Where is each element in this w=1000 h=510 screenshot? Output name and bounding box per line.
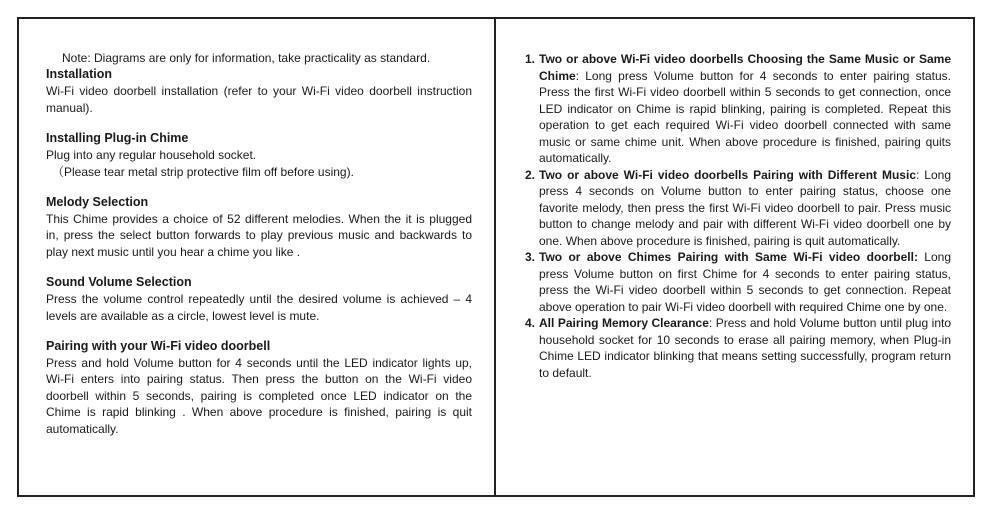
list-item [525,249,951,315]
step-heading: All Pairing Memory Clearance [539,316,709,330]
step-heading: Two or above Chimes Pairing with Same Wi-Fi video doorbell: [539,250,918,264]
right-column [525,51,951,381]
section-text: （Please tear metal strip protective film off before using). [52,164,354,179]
section-installing-plug-in-chime [46,130,472,180]
pairing-steps-list [525,51,951,381]
step-text: : Long press Volume button for 4 seconds to enter pairing status. Press the first Wi-Fi video doorbell within 5 seconds to get connection, once LED indicator on Chime is rapid blinking, pairing is completed. Repeat this operation to get each required Wi-Fi video doorbell connected with same music or same chime unit. When above procedure is finished, pairing quits automatically. [539,68,951,165]
list-item [525,51,951,167]
section-text: Plug into any regular household socket. [46,148,257,163]
section-sound-volume-selection [46,274,472,324]
section-text: Press and hold Volume button for 4 seconds until the LED indicator lights up, Wi-Fi enters into pairing status. Then press the button on the Wi-Fi video doorbell within 5 seconds, pairing is completed once LED indicator on the Chime is rapid blinking . When above procedure is finished, pairing is quit automatically. [46,356,472,436]
step-heading: Two or above Wi-Fi video doorbells Pairing with Different Music [539,167,916,182]
section-text: Wi-Fi video doorbell installation (refer to your Wi-Fi video doorbell instruction manual). [46,84,472,115]
column-divider [494,17,496,497]
section-pairing [46,338,472,437]
section-title: Melody Selection [46,195,149,210]
step-number: 3. [525,250,536,264]
list-item [525,315,951,381]
list-item [525,167,951,250]
left-column [46,50,472,451]
section-title: Installation [46,67,112,82]
step-number: 4. [525,316,536,330]
section-melody-selection [46,194,472,260]
step-text: Long press Volume button on first Chime for 4 seconds to enter pairing status, press the Wi-Fi video doorbell within 5 seconds to get connection. Repeat above operation to pair Wi-Fi video doorbell with required Chime one by one. [539,250,952,314]
section-title: Sound Volume Selection [46,275,192,290]
section-text: This Chime provides a choice of 52 different melodies. When the it is plugged in, press the select button forwards to play previous music and backwards to play next music until you hear a chime you like . [46,212,472,259]
section-installation [46,66,472,116]
step-text: : Long press 4 seconds on Volume button to enter pairing status, choose one favorite melody, then press the first Wi-Fi video doorbell to pair. Press music button to change melody and pair with different Wi-Fi video doorbell one by one. When above procedure is finished, pairing is quit automatically. [539,167,951,248]
section-text: Press the volume control repeatedly until the desired volume is achieved – 4 levels are available as a circle, lowest level is mute. [46,292,472,323]
step-number: 1. [525,52,536,66]
step-text: : Press and hold Volume button until plug into household socket for 10 seconds to erase all pairing memory, when Plug-in Chime LED indicator blinking that means setting successfully, program return to default. [539,316,952,380]
step-heading: Two or above Wi-Fi video doorbells Choosing the Same Music or Same Chime [539,52,951,83]
section-title: Installing Plug-in Chime [46,131,189,146]
diagram-note: Note: Diagrams are only for information, take practicality as standard. [62,51,431,65]
section-title: Pairing with your Wi-Fi video doorbell [46,339,271,354]
step-number: 2. [525,167,536,182]
